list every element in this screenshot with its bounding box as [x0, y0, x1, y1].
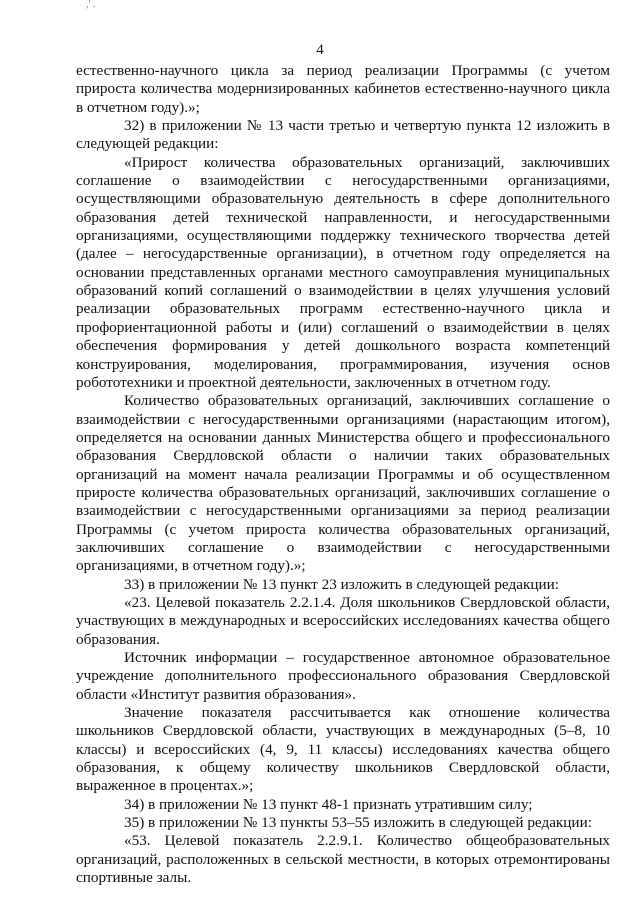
paragraph-item-34: 34) в приложении № 13 пункт 48-1 признать утратившим силу;	[124, 795, 533, 813]
document-body	[76, 62, 610, 887]
paragraph-calculation: Значение показателя рассчитывается как отношение количества школьников Свердловской области, участвующих в международных (5–8, 10 классы) и всероссийских (4, 9, 11 классы) исследованиях качества общего образования, к общему количеству школьников Свердловской области, выраженное в процентах.»;	[76, 704, 610, 795]
paragraph-source: Источник информации – государственное автономное образовательное учреждение дополнительного профессионального образования Свердловской области «Институт развития образования».	[76, 649, 610, 703]
paragraph-item-32: 32) в приложении № 13 части третью и четвертую пункта 12 изложить в следующей редакции:	[76, 117, 610, 153]
paragraph-quote-count: Количество образовательных организаций, заключивших соглашение о взаимодействии с негосударственными организациями (нарастающим итогом), определяется на основании данных Министерства общего и профессионального образования Свердловской области о наличии таких образовательных организаций на момент начала реализации Программы и об осуществленном приросте количества образовательных организаций, заключивших соглашение о взаимодействии с негосударственными организациями за период реализации Программы (с учетом прироста количества образовательных организаций, заключивших соглашение о взаимодействии с негосударственными организациями, в отчетном году).»;	[76, 392, 610, 575]
page-number: 4	[316, 42, 324, 58]
paragraph-item-33: 33) в приложении № 13 пункт 23 изложить в следующей редакции:	[124, 575, 559, 593]
paragraph-item-35: 35) в приложении № 13 пункты 53–55 изложить в следующей редакции:	[124, 814, 592, 832]
paragraph-continuation: естественно-научного цикла за период реализации Программы (с учетом прироста количества модернизированных кабинетов естественно-научного цикла в отчетном году).»;	[76, 62, 610, 116]
paragraph-quote-growth: «Прирост количества образовательных организаций, заключивших соглашение о взаимодействии с негосударственными организациями, осуществляющими образовательную деятельность в сфере дополнительного образования детей технической направленности, и негосударственными организациями, осуществляющими поддержку технического творчества детей (далее – негосударственные организации), в отчетном году определяется на основании представленных органами местного самоуправления муниципальных образований копий соглашений о взаимодействии в целях улучшения условий реализации образовательных программ естественно-научного цикла и профориентационной работы и (или) соглашений о взаимодействии в целях обеспечения формирования у детей дошкольного возраста компетенций конструирования, моделирования, программирования, изучения основ робототехники и проектной деятельности, заключенных в отчетном году.	[76, 153, 610, 391]
paragraph-indicator-23: «23. Целевой показатель 2.2.1.4. Доля школьников Свердловской области, участвующих в международных и всероссийских исследованиях качества общего образования.	[76, 593, 610, 648]
scan-corner-mark: ,' .	[86, 0, 96, 10]
paragraph-indicator-53: «53. Целевой показатель 2.2.9.1. Количество общеобразовательных организаций, расположенных в сельской местности, в которых отремонтированы спортивные залы.	[76, 832, 610, 887]
